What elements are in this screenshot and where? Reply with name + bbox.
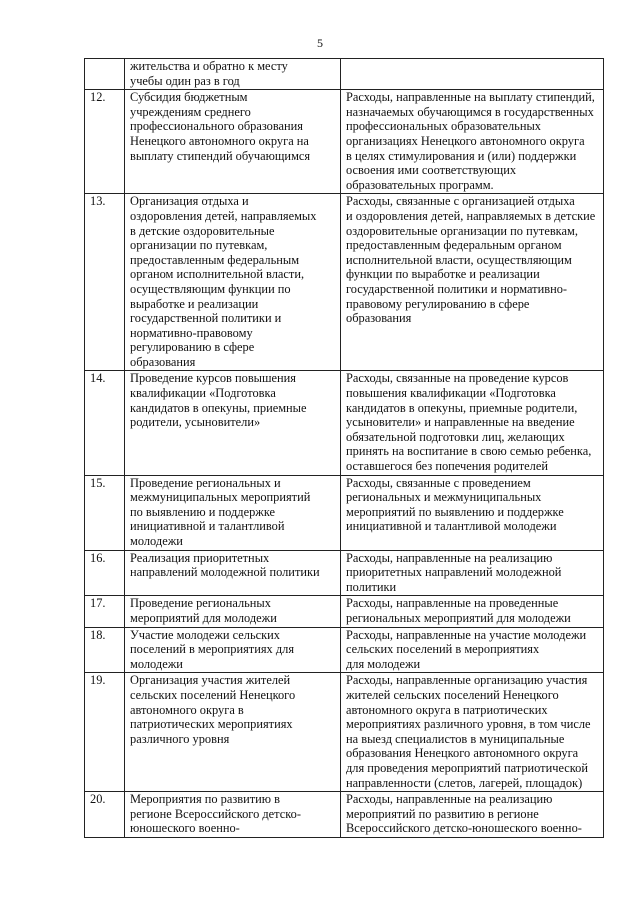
table-row [85, 371, 604, 475]
table-row [85, 475, 604, 550]
expense-name-cell: Организация участия жителей сельских поселений Ненецкого автономного округа в патриотических мероприятиях различного уровня [125, 673, 341, 792]
expense-description-cell: Расходы, направленные на выплату стипендий, назначаемых обучающимся в государственных профессиональных образовательных организациях Ненецкого автономного округа в целях стимулирования и (или) поддержки освоения ими соответствующих образовательных программ. [341, 90, 604, 194]
table-row [85, 627, 604, 673]
row-number: 13. [85, 194, 125, 371]
row-number: 19. [85, 673, 125, 792]
expense-description-cell: Расходы, направленные на участие молодежи сельских поселений в мероприятиях для молодежи [341, 627, 604, 673]
row-number: 14. [85, 371, 125, 475]
page-number: 5 [317, 36, 323, 50]
expense-name-cell: Участие молодежи сельских поселений в мероприятиях для молодежи [125, 627, 341, 673]
expenses-table [84, 58, 604, 838]
expense-name-cell: Организация отдыха и оздоровления детей, направляемых в детские оздоровительные организации по путевкам, предоставленным федеральным органом исполнительной власти, осуществляющим функции по выработке и реализации государственной политики и нормативно-правовому регулированию в сфере образования [125, 194, 341, 371]
table-row [85, 596, 604, 627]
table-row [85, 59, 604, 90]
expense-description-cell [341, 59, 604, 90]
expense-description-cell: Расходы, связанные на проведение курсов повышения квалификации «Подготовка кандидатов в опекуны, приемные родители, усыновители» и направленные на введение обязательной подготовки лиц, желающих принять на воспитание в свою семью ребенка, оставшегося без попечения родителей [341, 371, 604, 475]
row-number: 12. [85, 90, 125, 194]
table-row [85, 673, 604, 792]
expense-name-cell: жительства и обратно к месту учебы один раз в год [125, 59, 341, 90]
expense-description-cell: Расходы, направленные на проведенные региональных мероприятий для молодежи [341, 596, 604, 627]
expense-name-cell: Проведение региональных и межмуниципальных мероприятий по выявлению и поддержке инициативной и талантливой молодежи [125, 475, 341, 550]
expense-description-cell: Расходы, направленные на реализацию приоритетных направлений молодежной политики [341, 550, 604, 596]
row-number: 20. [85, 792, 125, 838]
expense-name-cell: Субсидия бюджетным учреждениям среднего профессионального образования Ненецкого автономного округа на выплату стипендий обучающимся [125, 90, 341, 194]
row-number [85, 59, 125, 90]
expense-description-cell: Расходы, связанные с организацией отдыха и оздоровления детей, направляемых в детские оздоровительные организации по путевкам, предоставленным федеральным органом исполнительной власти, осуществляющим функции по выработке и реализации государственной политики и нормативно- правовому регулированию в сфере образования [341, 194, 604, 371]
expense-name-cell: Реализация приоритетных направлений молодежной политики [125, 550, 341, 596]
row-number: 16. [85, 550, 125, 596]
expense-name-cell: Проведение курсов повышения квалификации «Подготовка кандидатов в опекуны, приемные родители, усыновители» [125, 371, 341, 475]
expense-name-cell: Мероприятия по развитию в регионе Всероссийского детско- юношеского военно- [125, 792, 341, 838]
table-row [85, 550, 604, 596]
table-row [85, 194, 604, 371]
expense-description-cell: Расходы, направленные на реализацию мероприятий по развитию в регионе Всероссийского детско-юношеского военно- [341, 792, 604, 838]
row-number: 17. [85, 596, 125, 627]
row-number: 15. [85, 475, 125, 550]
expense-name-cell: Проведение региональных мероприятий для молодежи [125, 596, 341, 627]
row-number: 18. [85, 627, 125, 673]
table-row [85, 90, 604, 194]
expense-description-cell: Расходы, связанные с проведением региональных и межмуниципальных мероприятий по выявлению и поддержке инициативной и талантливой молодежи [341, 475, 604, 550]
expense-description-cell: Расходы, направленные организацию участия жителей сельских поселений Ненецкого автономного округа в патриотических мероприятиях различного уровня, в том числе на выезд специалистов в муниципальные образования Ненецкого автономного округа для проведения мероприятий патриотической направленности (слетов, лагерей, площадок) [341, 673, 604, 792]
table-row [85, 792, 604, 838]
